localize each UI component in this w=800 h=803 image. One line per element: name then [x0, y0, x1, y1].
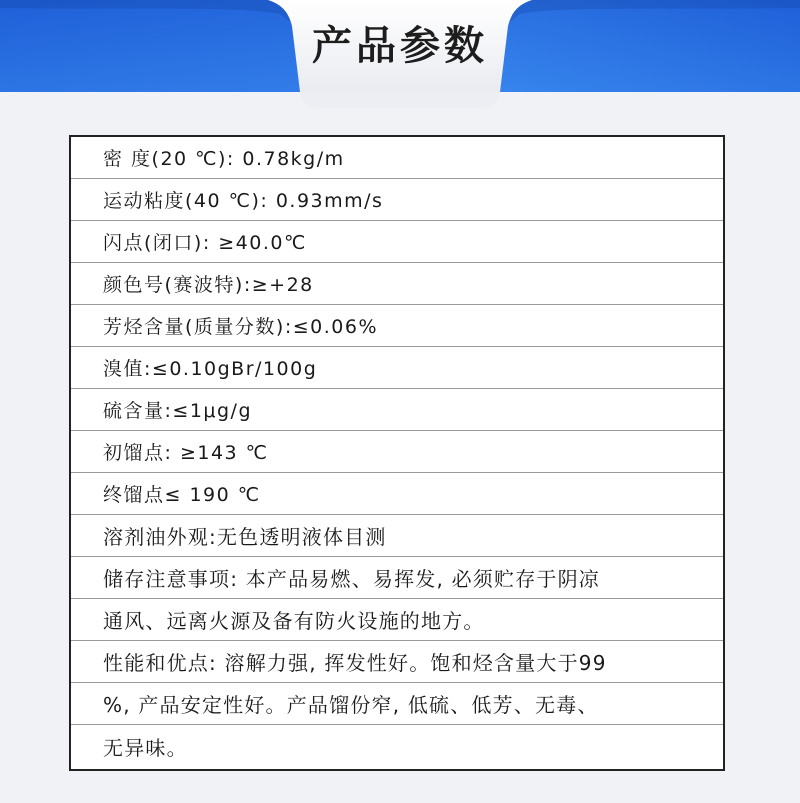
param-color-number: 颜色号(赛波特):≥+28 [71, 263, 723, 305]
page-title: 产品参数 [312, 23, 488, 69]
features-line-2: %, 产品安定性好。产品馏份窄, 低硫、低芳、无毒、 [71, 683, 723, 725]
param-initial-boiling-point: 初馏点: ≥143 ℃ [71, 431, 723, 473]
param-viscosity: 运动粘度(40 ℃): 0.93mm/s [71, 179, 723, 221]
features-line-3: 无异味。 [103, 735, 188, 760]
param-flash-point: 闪点(闭口): ≥40.0℃ [71, 221, 723, 263]
param-final-boiling-point: 终馏点≤ 190 ℃ [71, 473, 723, 515]
header-banner [0, 0, 800, 110]
param-appearance: 溶剂油外观:无色透明液体目测 [71, 515, 723, 557]
storage-notes-line-1: 储存注意事项: 本产品易燃、易挥发, 必须贮存于阴凉 [71, 557, 723, 599]
param-density: 密 度(20 ℃): 0.78kg/m [71, 137, 723, 179]
param-aromatic-content: 芳烃含量(质量分数):≤0.06% [71, 305, 723, 347]
param-bromine-value: 溴值:≤0.10gBr/100g [71, 347, 723, 389]
parameters-panel [69, 135, 725, 771]
features-line-1: 性能和优点: 溶解力强, 挥发性好。饱和烃含量大于99 [71, 641, 723, 683]
storage-notes-line-2: 通风、远离火源及备有防火设施的地方。 [71, 599, 723, 641]
param-sulfur-content: 硫含量:≤1μg/g [71, 389, 723, 431]
